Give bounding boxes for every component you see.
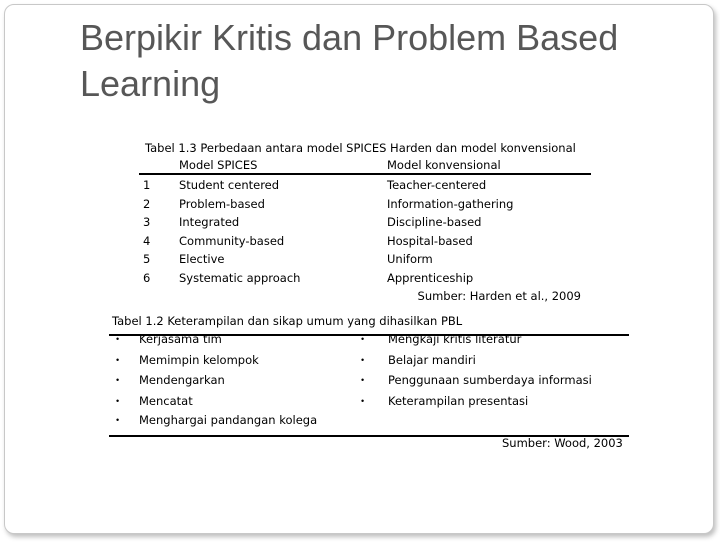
spices-cell: Student centered (179, 178, 280, 192)
spices-cell: Elective (179, 252, 225, 266)
table1-source: Sumber: Harden et al., 2009 (417, 289, 581, 303)
table1-header-col1: Model SPICES (179, 158, 258, 172)
bullet-icon: • (361, 396, 365, 406)
skill-label: Memimpin kelompok (139, 353, 259, 367)
slide-title: Berpikir Kritis dan Problem Based Learning (80, 17, 619, 104)
table1 (139, 155, 591, 286)
row-number: 3 (143, 215, 151, 229)
spices-cell: Systematic approach (179, 270, 301, 285)
slide (4, 4, 714, 534)
konvensional-cell: Discipline-based (387, 215, 482, 229)
skill-label: Mengkaji kritis literatur (388, 332, 522, 346)
bullet-icon: • (116, 396, 120, 406)
bullet-icon: • (116, 355, 120, 365)
skill-label: Mendengarkan (139, 373, 225, 387)
konvensional-cell: Hospital-based (387, 233, 473, 248)
konvensional-cell: Uniform (387, 252, 433, 266)
bullet-icon: • (361, 334, 365, 344)
bullet-icon: • (116, 375, 120, 385)
bullet-icon: • (116, 334, 120, 344)
bullet-icon: • (361, 355, 365, 365)
spices-cell: Community-based (179, 233, 285, 248)
bullet-icon: • (361, 375, 365, 385)
skill-label: Mencatat (139, 394, 193, 408)
skill-label: Menghargai pandangan kolega (139, 413, 318, 427)
konvensional-cell: Teacher-centered (387, 178, 487, 192)
konvensional-cell: Apprenticeship (387, 270, 474, 285)
table-row (139, 231, 591, 250)
row-number: 4 (143, 233, 151, 248)
table-row (139, 249, 591, 268)
spices-cell: Problem-based (179, 196, 265, 211)
konvensional-cell: Information-gathering (387, 196, 514, 211)
table1-header (139, 155, 591, 175)
row-number: 1 (143, 178, 151, 192)
skill-label: Kerjasama tim (139, 332, 222, 346)
bullet-icon: • (116, 415, 120, 425)
table1-header-col2: Model konvensional (387, 158, 501, 172)
row-number: 5 (143, 252, 151, 266)
skill-label: Keterampilan presentasi (388, 394, 529, 408)
table-row (139, 175, 591, 194)
row-number: 2 (143, 196, 151, 211)
table-row (139, 212, 591, 231)
table-row (139, 268, 591, 287)
row-number: 6 (143, 270, 151, 285)
skill-label: Belajar mandiri (388, 353, 476, 367)
table-row (139, 194, 591, 213)
table2-caption: Tabel 1.2 Keterampilan dan sikap umum yang dihasilkan PBL (112, 314, 463, 328)
spices-cell: Integrated (179, 215, 240, 229)
skill-label: Penggunaan sumberdaya informasi (388, 373, 592, 387)
table1-caption: Tabel 1.3 Perbedaan antara model SPICES Harden dan model konvensional (145, 141, 576, 155)
table2-source: Sumber: Wood, 2003 (502, 436, 623, 450)
